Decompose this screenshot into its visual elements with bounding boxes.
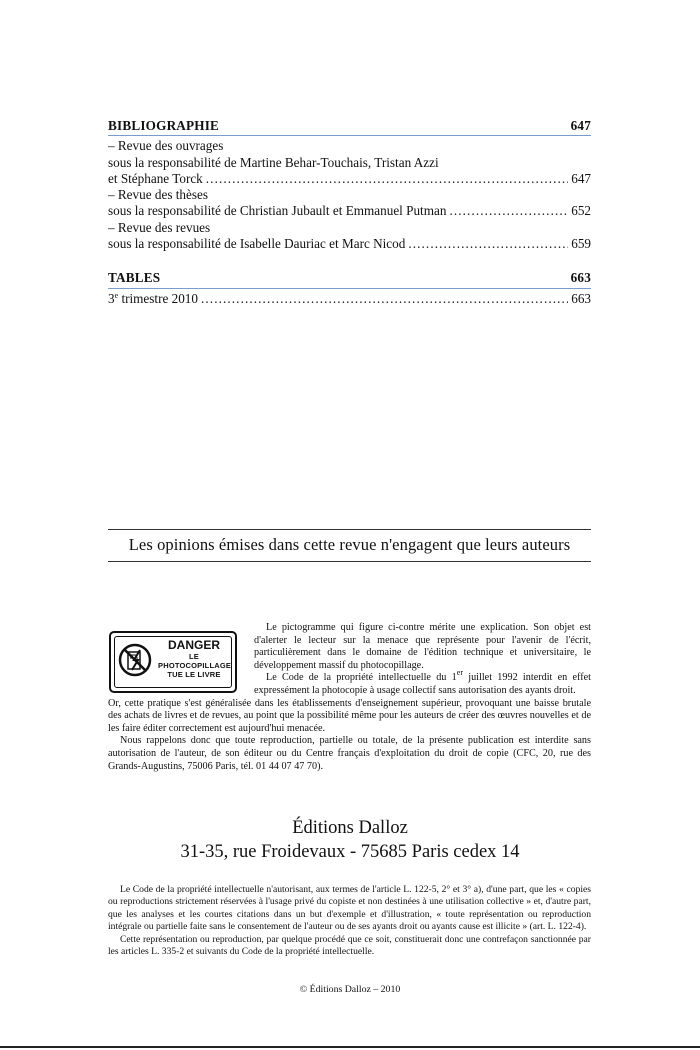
page-bottom-rule xyxy=(0,1046,700,1048)
toc-entry-page: 659 xyxy=(571,236,591,252)
danger-tue-le-livre: TUE LE LIVRE xyxy=(167,670,221,679)
legal-notice xyxy=(108,884,591,958)
notice-text: Le Code de la propriété intellectuelle du 1 xyxy=(266,672,457,684)
notice-paragraph: Nous rappelons donc que toute reproduction, partielle ou totale, de la présente publication est interdite sans autorisation de l'auteur, de son éditeur ou du Centre français d'exploitation du droit de copie (CFC, 20, rue des Grands-Augustins, 75006 Paris, tél. 01 44 07 47 70). xyxy=(108,735,591,772)
toc-entry-with-page xyxy=(108,203,591,219)
toc-heading-page: 663 xyxy=(570,270,591,286)
ordinal-suffix: e xyxy=(114,290,119,300)
toc-entry-page: 663 xyxy=(571,290,591,306)
toc-entry: – Revue des ouvrages xyxy=(108,138,224,154)
danger-photocopillage: PHOTOCOPILLAGE xyxy=(158,661,232,670)
danger-word: DANGER xyxy=(167,638,220,652)
danger-le: LE xyxy=(189,652,199,661)
toc-entry-with-page xyxy=(108,171,591,187)
toc-entry-page: 647 xyxy=(571,170,591,186)
photocopy-notice xyxy=(108,622,591,773)
dot-leader xyxy=(408,236,568,252)
trimestre-number: 3 xyxy=(108,290,115,306)
toc-heading-page: 647 xyxy=(570,118,591,133)
toc-entry-text: et Stéphane Torck xyxy=(108,170,203,186)
table-of-contents xyxy=(108,118,591,307)
legal-paragraph: Cette représentation ou reproduction, par quelque procédé que ce soit, constituerait donc une contrefaçon sanctionnée par les articles L. 335-2 et suivants du Code de la propriété intellectuelle. xyxy=(108,933,591,958)
notice-paragraph xyxy=(254,668,591,697)
toc-entry: – Revue des revues xyxy=(108,219,211,235)
notice-sup: er xyxy=(456,668,463,678)
notice-paragraph: Le pictogramme qui figure ci-contre mérite une explication. Son objet est d'alerter le lecteur sur la menace que représente pour l'avenir de l'écrit, particulièrement dans le domaine de l'édition technique et universitaire, le développement massif du photocopillage. xyxy=(254,622,591,671)
dot-leader xyxy=(449,203,568,219)
toc-entry-text: sous la responsabilité de Isabelle Dauriac et Marc Nicod xyxy=(108,236,406,252)
publisher-name: Éditions Dalloz xyxy=(292,818,408,838)
toc-entry: – Revue des thèses xyxy=(108,187,208,203)
toc-entry-text xyxy=(108,291,198,307)
toc-entry-with-page xyxy=(108,291,591,307)
dot-leader xyxy=(201,291,568,307)
copyright-line: © Éditions Dalloz – 2010 xyxy=(299,984,401,995)
toc-entry: sous la responsabilité de Martine Behar-Touchais, Tristan Azzi xyxy=(108,154,439,170)
toc-entry-text: sous la responsabilité de Christian Jubault et Emmanuel Putman xyxy=(108,203,447,219)
notice-text: juillet 1992 interdit en effet expressément la photocopie à usage collectif sans autorisation des ayants droit. xyxy=(254,672,591,696)
disclaimer-banner: Les opinions émises dans cette revue n'engagent que leurs auteurs xyxy=(108,529,591,562)
legal-paragraph: Le Code de la propriété intellectuelle n'autorisant, aux termes de l'article L. 122-5, 2° et 3° a), d'une part, que les « copies ou reproductions strictement réservées à l'usage privé du copiste et non destinées à une utilisation collective » et, d'autre part, que les analyses et les courtes citations dans un but d'exemple et d'illustration, « toute représentation ou reproduction intégrale ou partielle faite sans le consentement de l'auteur ou de ses ayants droit ou ayants cause est illicite » (art. L. 122-4). xyxy=(108,884,591,933)
toc-heading-title: TABLES xyxy=(108,270,161,286)
toc-entry-with-page xyxy=(108,236,591,252)
toc-heading-title: BIBLIOGRAPHIE xyxy=(108,118,220,133)
toc-heading-bibliographie xyxy=(108,118,591,136)
publisher-block xyxy=(0,816,700,864)
publisher-address: 31-35, rue Froidevaux - 75685 Paris cedex 14 xyxy=(180,842,520,862)
notice-paragraph: Or, cette pratique s'est généralisée dans les établissements d'enseignement supérieur, provoquant une baisse brutale des achats de livres et de revues, au point que la possibilité même pour les auteurs de créer des œuvres nouvelles et de les faire éditer correctement est aujourd'hui menacée. xyxy=(108,697,591,734)
toc-entry-page: 652 xyxy=(571,203,591,219)
dot-leader xyxy=(206,171,568,187)
toc-heading-tables xyxy=(108,270,591,288)
trimestre-label: trimestre 2010 xyxy=(118,290,198,306)
